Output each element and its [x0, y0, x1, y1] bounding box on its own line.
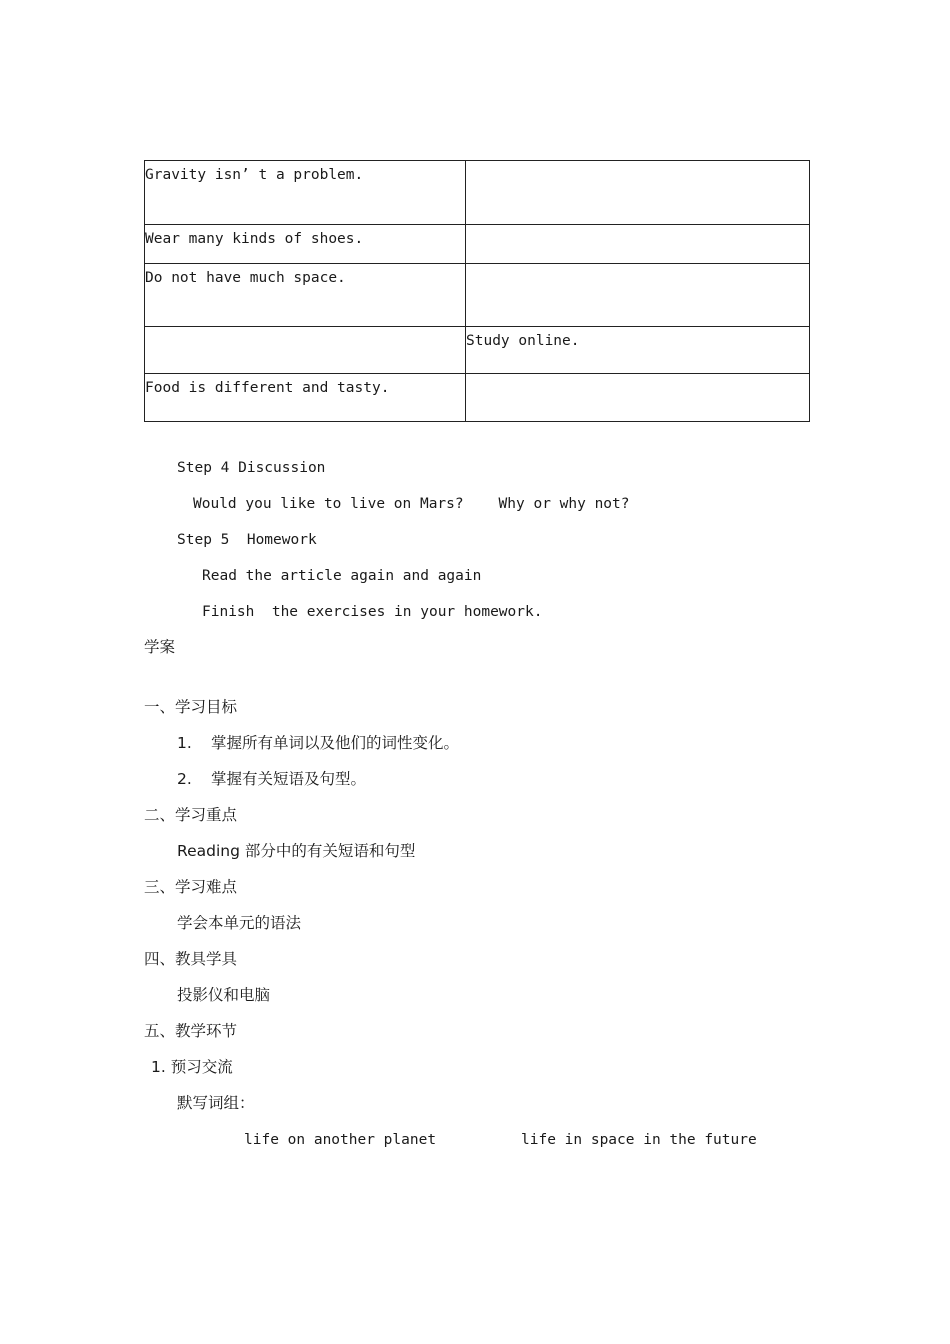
section-heading: 四、教具学具 [144, 950, 238, 968]
table-cell: Study online. [466, 327, 810, 374]
section-heading: 二、学习重点 [144, 806, 238, 824]
plan-title: 学案 [144, 638, 176, 656]
table-cell [466, 374, 810, 422]
section-text: 学会本单元的语法 [177, 914, 302, 932]
phrase: life in space in the future [521, 1132, 757, 1148]
table-row [145, 225, 810, 264]
table-cell: Do not have much space. [145, 264, 466, 327]
subsection-heading: 1. 预习交流 [151, 1058, 233, 1076]
table-cell: Wear many kinds of shoes. [145, 225, 466, 264]
list-item: 掌握有关短语及句型。 [211, 770, 367, 788]
table-cell: Gravity isn’ t a problem. [145, 161, 466, 225]
table-row [145, 327, 810, 374]
section-text: Reading 部分中的有关短语和句型 [177, 842, 416, 860]
table-row [145, 264, 810, 327]
section-heading: 三、学习难点 [144, 878, 238, 896]
section-heading: 五、教学环节 [144, 1022, 238, 1040]
discussion-question: Would you like to live on Mars? Why or why not? [193, 496, 630, 512]
table-cell [466, 225, 810, 264]
list-item: 掌握所有单词以及他们的词性变化。 [211, 734, 460, 752]
table-cell [466, 161, 810, 225]
list-item-number: 1. [177, 734, 192, 752]
comparison-table [144, 160, 810, 422]
homework-item: Read the article again and again [202, 568, 482, 584]
section-text: 投影仪和电脑 [177, 986, 271, 1004]
step5-heading: Step 5 Homework [177, 532, 317, 548]
phrase: life on another planet [244, 1132, 437, 1148]
dictation-label: 默写词组： [177, 1094, 255, 1112]
homework-item: Finish the exercises in your homework. [202, 604, 543, 620]
table-row [145, 374, 810, 422]
table-cell [466, 264, 810, 327]
table-cell: Food is different and tasty. [145, 374, 466, 422]
list-item-number: 2. [177, 770, 192, 788]
table-row [145, 161, 810, 225]
table-cell [145, 327, 466, 374]
section-heading: 一、学习目标 [144, 698, 238, 716]
step4-heading: Step 4 Discussion [177, 460, 326, 476]
